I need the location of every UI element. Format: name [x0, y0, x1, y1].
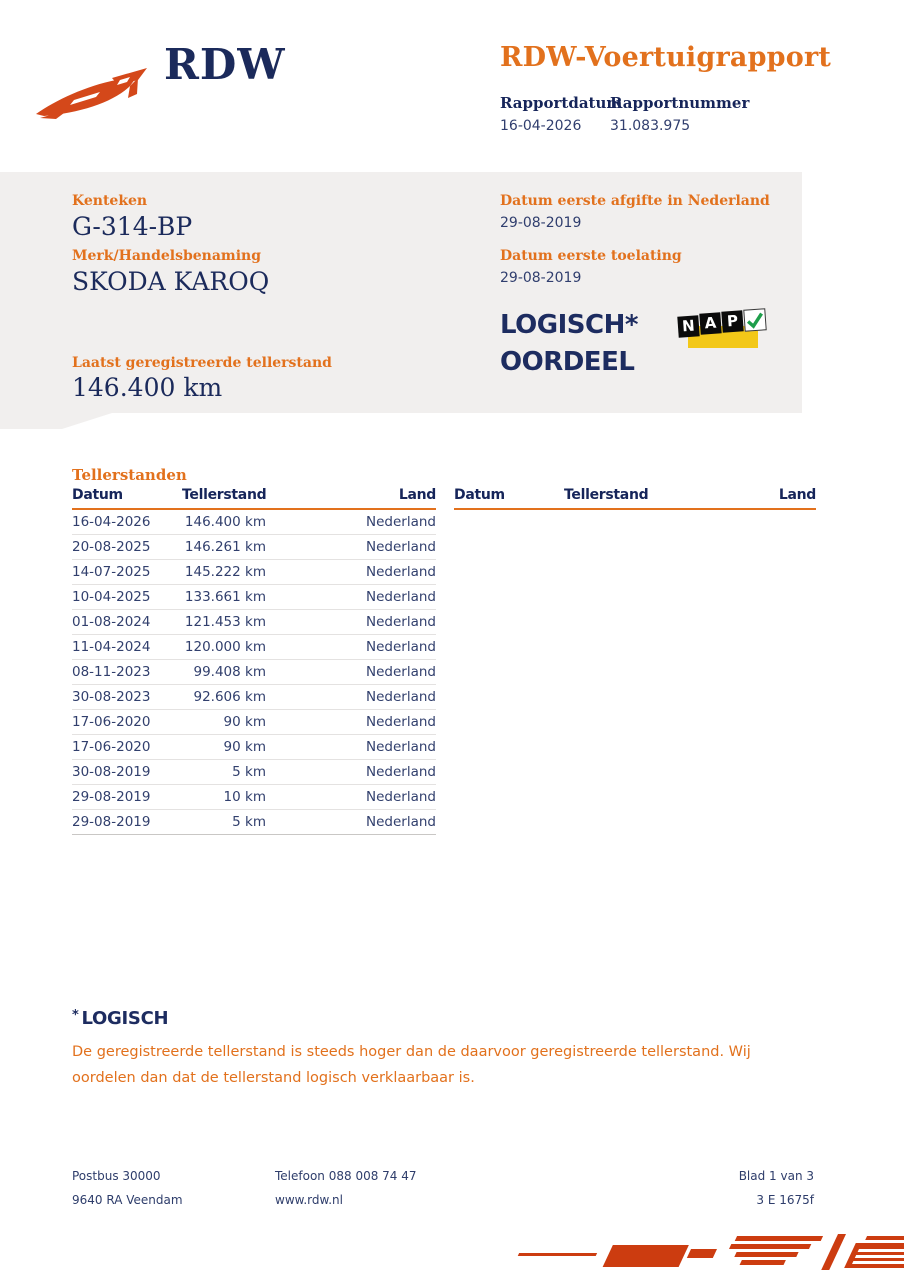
merk-value: SKODA KAROQ: [72, 267, 270, 296]
cell-teller: 90 km: [182, 735, 266, 760]
cell-teller: 146.261 km: [182, 535, 266, 560]
tellerstand-value: 146.400 km: [72, 373, 223, 402]
vehicle-summary-panel: [0, 172, 802, 413]
footnote-asterisk: *: [72, 1008, 79, 1023]
logisch-footnote: [72, 1008, 782, 1091]
cell-datum: 17-06-2020: [72, 710, 182, 735]
cell-datum: 30-08-2019: [72, 760, 182, 785]
col-header-datum: Datum: [454, 487, 564, 509]
cell-land: Nederland: [266, 660, 436, 685]
cell-datum: 10-04-2025: [72, 585, 182, 610]
table-row: [72, 560, 436, 585]
cell-land: Nederland: [266, 610, 436, 635]
cell-datum: 01-08-2024: [72, 610, 182, 635]
cell-land: Nederland: [266, 585, 436, 610]
report-number-value: 31.083.975: [610, 118, 691, 134]
cell-teller: 92.606 km: [182, 685, 266, 710]
table-row: [72, 810, 436, 835]
footer-phone: Telefoon 088 008 74 47: [275, 1169, 417, 1183]
table-row: [72, 509, 436, 535]
kenteken-label: Kenteken: [72, 193, 148, 209]
col-header-tellerstand: Tellerstand: [182, 487, 266, 509]
cell-teller: 120.000 km: [182, 635, 266, 660]
cell-teller: 133.661 km: [182, 585, 266, 610]
cell-land: Nederland: [266, 509, 436, 535]
table-row: [72, 610, 436, 635]
cell-teller: 5 km: [182, 760, 266, 785]
table-row: [72, 710, 436, 735]
cell-land: Nederland: [266, 560, 436, 585]
cell-land: Nederland: [266, 685, 436, 710]
odometer-table-left: [72, 487, 436, 835]
nap-letter-n: N: [677, 315, 699, 337]
report-date-value: 16-04-2026: [500, 118, 582, 134]
footer-page-number: Blad 1 van 3: [738, 1169, 814, 1183]
toelating-value: 29-08-2019: [500, 270, 582, 286]
table-row: [72, 760, 436, 785]
rdw-feather-icon: [34, 56, 154, 126]
merk-label: Merk/Handelsbenaming: [72, 248, 262, 264]
footer-address-line1: Postbus 30000: [72, 1169, 161, 1183]
panel-notch: [0, 413, 112, 429]
cell-teller: 90 km: [182, 710, 266, 735]
col-header-datum: Datum: [72, 487, 182, 509]
cell-land: Nederland: [266, 735, 436, 760]
footnote-heading: [72, 1008, 782, 1029]
cell-land: Nederland: [266, 760, 436, 785]
afgifte-value: 29-08-2019: [500, 215, 582, 231]
cell-land: Nederland: [266, 810, 436, 835]
oordeel-line1: LOGISCH*: [500, 310, 638, 340]
nap-letter-a: A: [699, 312, 721, 334]
rdw-logo-text: RDW: [164, 40, 286, 89]
cell-datum: 11-04-2024: [72, 635, 182, 660]
cell-land: Nederland: [266, 785, 436, 810]
footer-form-code: 3 E 1675f: [756, 1193, 814, 1207]
report-date-label: Rapportdatum: [500, 94, 623, 112]
rdw-logo: [34, 40, 286, 128]
cell-datum: 08-11-2023: [72, 660, 182, 685]
toelating-label: Datum eerste toelating: [500, 248, 682, 264]
nap-check-tile: [743, 308, 766, 331]
cell-datum: 29-08-2019: [72, 810, 182, 835]
footnote-title: LOGISCH: [81, 1008, 169, 1029]
odometer-table-right: [454, 487, 816, 835]
table-row: [72, 535, 436, 560]
tellerstanden-tables: [72, 487, 818, 835]
table-row: [72, 735, 436, 760]
speed-stripes-graphic: [484, 1234, 904, 1280]
footer-address-line2: 9640 RA Veendam: [72, 1193, 183, 1207]
cell-teller: 121.453 km: [182, 610, 266, 635]
cell-datum: 29-08-2019: [72, 785, 182, 810]
table-row: [72, 585, 436, 610]
tellerstand-label: Laatst geregistreerde tellerstand: [72, 355, 332, 371]
footer-website: www.rdw.nl: [275, 1193, 343, 1207]
table-row: [72, 635, 436, 660]
footnote-text: De geregistreerde tellerstand is steeds hoger dan de daarvoor geregistreerde tellerstand. Wij oordelen dan dat de tellerstand logisch verklaarbaar is.: [72, 1044, 751, 1086]
table-row: [72, 785, 436, 810]
cell-teller: 146.400 km: [182, 509, 266, 535]
nap-logo: [678, 308, 764, 352]
report-number-label: Rapportnummer: [610, 94, 750, 112]
page-title: RDW-Voertuigrapport: [500, 42, 832, 73]
nap-checkmark-icon: [744, 309, 765, 330]
afgifte-label: Datum eerste afgifte in Nederland: [500, 193, 770, 209]
oordeel-text: [500, 307, 638, 381]
nap-letter-p: P: [721, 310, 743, 332]
col-header-land: Land: [648, 487, 816, 509]
cell-datum: 16-04-2026: [72, 509, 182, 535]
table-row: [72, 660, 436, 685]
col-header-tellerstand: Tellerstand: [564, 487, 648, 509]
cell-datum: 20-08-2025: [72, 535, 182, 560]
report-header: [500, 42, 840, 134]
cell-land: Nederland: [266, 635, 436, 660]
oordeel-line2: OORDEEL: [500, 347, 635, 377]
cell-datum: 17-06-2020: [72, 735, 182, 760]
kenteken-value: G-314-BP: [72, 212, 193, 241]
cell-teller: 99.408 km: [182, 660, 266, 685]
cell-teller: 145.222 km: [182, 560, 266, 585]
cell-land: Nederland: [266, 535, 436, 560]
cell-teller: 10 km: [182, 785, 266, 810]
cell-datum: 30-08-2023: [72, 685, 182, 710]
table-row: [72, 685, 436, 710]
cell-land: Nederland: [266, 710, 436, 735]
cell-teller: 5 km: [182, 810, 266, 835]
tellerstanden-title: Tellerstanden: [72, 466, 187, 484]
col-header-land: Land: [266, 487, 436, 509]
cell-datum: 14-07-2025: [72, 560, 182, 585]
